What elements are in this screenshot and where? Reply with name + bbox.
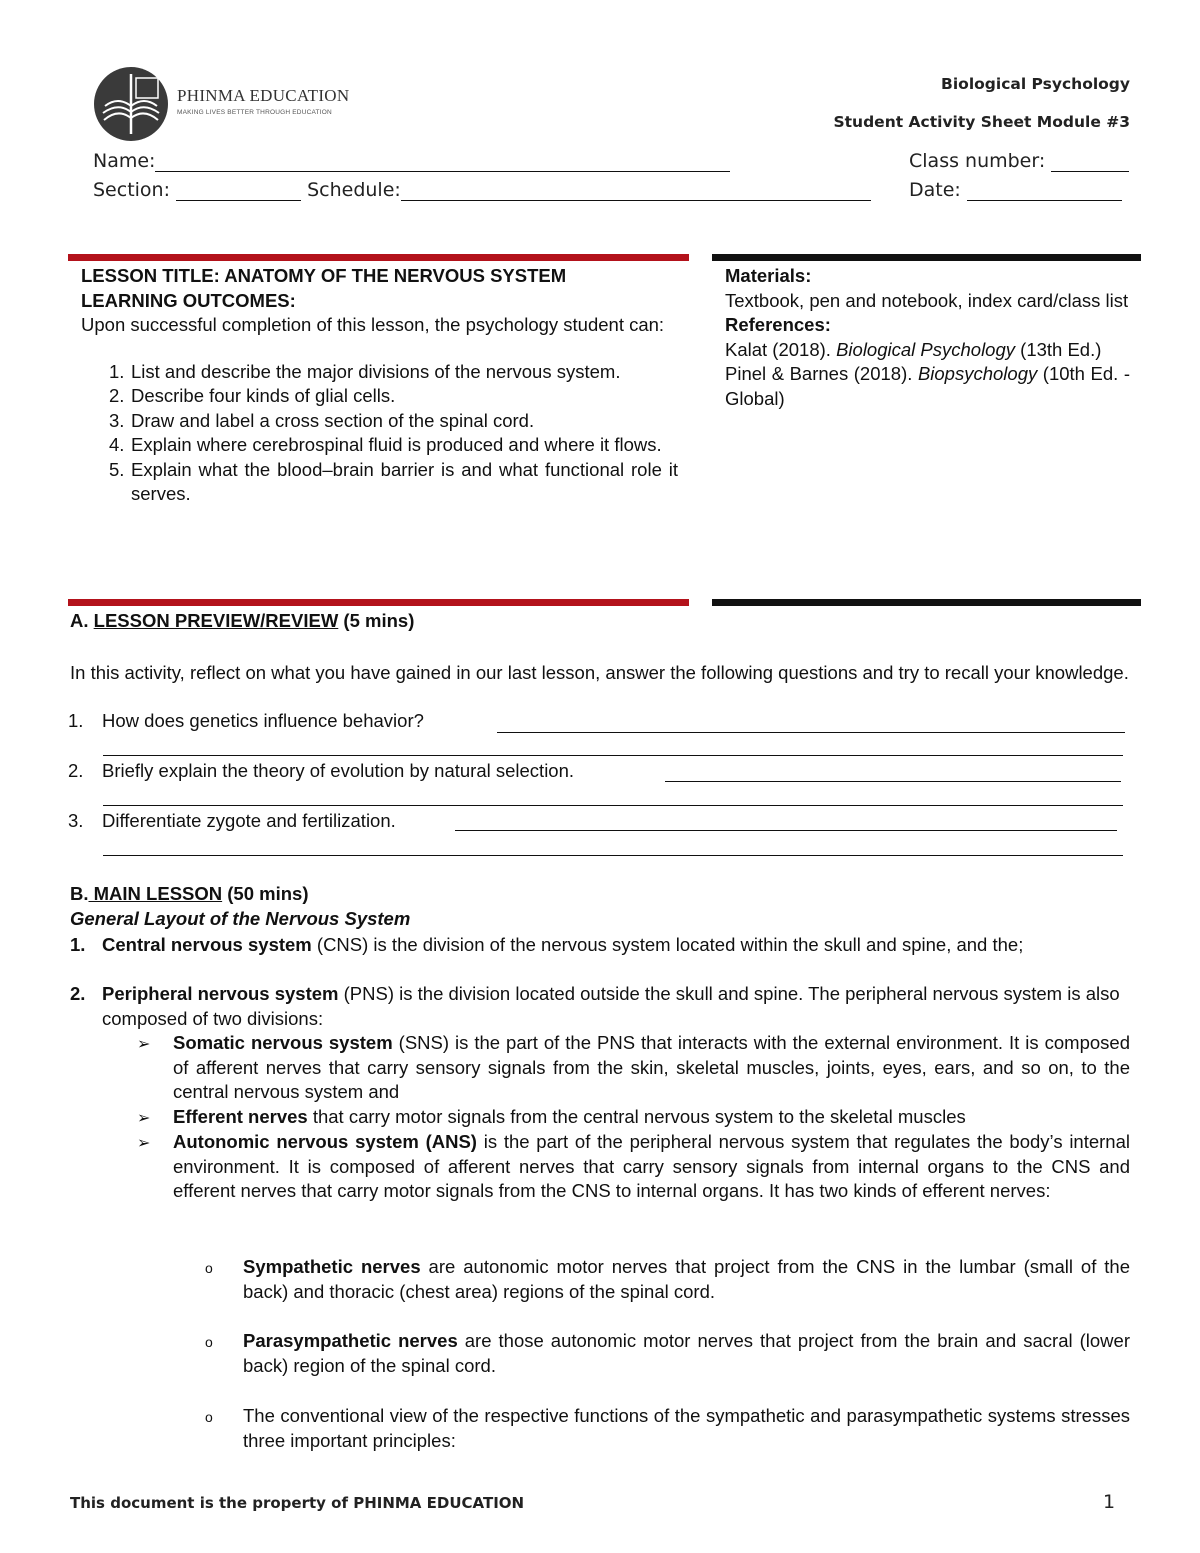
section-field[interactable] <box>93 179 871 201</box>
class-number-field[interactable] <box>909 150 1129 172</box>
class-number-line[interactable] <box>1051 153 1129 172</box>
section-line[interactable] <box>176 182 301 201</box>
name-label: Name: <box>93 150 156 172</box>
answer-line-1a[interactable] <box>497 732 1125 733</box>
answer-line-2a[interactable] <box>665 781 1121 782</box>
class-number-label: Class number: <box>909 150 1046 172</box>
sub-parasympathetic: Parasympathetic nerves are those autonomic motor nerves that project from the brain and sacral (lower back) region of the spinal cord. <box>243 1330 1130 1376</box>
arrow-bullet-icon: ➢ <box>137 1110 151 1127</box>
lesson-box <box>81 264 678 507</box>
lesson-title: LESSON TITLE: ANATOMY OF THE NERVOUS SYSTEM <box>81 265 567 286</box>
arrow-bullet-icon: ➢ <box>137 1135 151 1152</box>
section-b-heading: B. MAIN LESSON (50 mins) <box>70 883 309 904</box>
arrow-bullet-icon: ➢ <box>137 1036 151 1053</box>
bullet-efferent: Efferent nerves that carry motor signals from the central nervous system to the skeletal muscles <box>173 1106 966 1127</box>
date-line[interactable] <box>967 182 1122 201</box>
circle-bullet-icon: o <box>205 1334 213 1350</box>
answer-line-3a[interactable] <box>455 830 1117 831</box>
lesson-top-bar <box>68 254 689 261</box>
answer-line-2b[interactable] <box>103 805 1123 806</box>
logo <box>93 66 353 142</box>
sub-sympathetic: Sympathetic nerves are autonomic motor nerves that project from the CNS in the lumbar (small of the back) and thoracic (chest area) regions of the spinal cord. <box>243 1256 1130 1302</box>
outcomes-intro: Upon successful completion of this lesson, the psychology student can: <box>81 314 665 335</box>
outcomes-list <box>81 360 678 507</box>
materials-bottom-bar <box>712 599 1141 606</box>
outcome-item: 4. Explain where cerebrospinal fluid is produced and where it flows. <box>109 434 662 455</box>
materials-box <box>725 264 1130 411</box>
outcome-item: 3. Draw and label a cross section of the spinal cord. <box>109 409 535 431</box>
schedule-line[interactable] <box>401 182 871 201</box>
logo-tagline: MAKING LIVES BETTER THROUGH EDUCATION <box>177 109 332 116</box>
materials-text: Textbook, pen and notebook, index card/class list <box>725 289 1129 311</box>
logo-name: PHINMA EDUCATION <box>177 86 350 105</box>
materials-heading: Materials: <box>725 265 812 286</box>
outcome-item: 1. List and describe the major divisions of the nervous system. <box>109 360 621 382</box>
module-title: Student Activity Sheet Module #3 <box>833 113 1130 131</box>
materials-top-bar <box>712 254 1141 261</box>
outcome-item: 2. Describe four kinds of glial cells. <box>109 385 396 406</box>
section-a-intro: In this activity, reflect on what you have gained in our last lesson, answer the following questions and try to recall your knowledge. <box>70 662 1129 683</box>
outcomes-heading: LEARNING OUTCOMES: <box>81 289 296 311</box>
outcome-item: 5. Explain what the blood–brain barrier is and what functional role it serves. <box>109 458 678 504</box>
bullet-autonomic: Autonomic nervous system (ANS) is the part of the peripheral nervous system that regulates the body’s internal environment. It is composed of afferent nerves that carry sensory signals from internal organs to the CNS and efferent nerves that carry motor signals from the CNS to internal organs. It has two kinds of efferent nerves: <box>173 1131 1130 1201</box>
references-heading: References: <box>725 314 831 335</box>
circle-bullet-icon: o <box>205 1409 213 1425</box>
footer-text: This document is the property of PHINMA EDUCATION <box>70 1494 525 1512</box>
date-field[interactable] <box>909 179 1122 201</box>
name-field[interactable] <box>93 150 730 172</box>
section-label: Section: <box>93 179 170 201</box>
schedule-label: Schedule: <box>307 179 401 201</box>
reference-1: Kalat (2018). Biological Psychology (13th Ed.) <box>725 338 1102 360</box>
logo-emblem-icon <box>93 66 169 142</box>
bullet-somatic: Somatic nervous system (SNS) is the part of the PNS that interacts with the external environment. It is composed of afferent nerves that carry sensory signals from the skin, skeletal muscles, joints, eyes, ears, and so on, to the central nervous system and <box>173 1032 1131 1102</box>
reference-2: Pinel & Barnes (2018). Biopsychology (10th Ed. - Global) <box>725 363 1130 409</box>
name-line[interactable] <box>155 153 730 172</box>
date-label: Date: <box>909 179 961 201</box>
main-item-1: 1. Central nervous system (CNS) is the division of the nervous system located within the skull and spine, and the; <box>70 934 1024 955</box>
circle-bullet-icon: o <box>205 1260 213 1276</box>
answer-line-3b[interactable] <box>103 855 1123 856</box>
lesson-bottom-bar <box>68 599 689 606</box>
section-a-heading: A. LESSON PREVIEW/REVIEW (5 mins) <box>70 610 415 631</box>
section-b-subheading: General Layout of the Nervous System <box>70 908 411 929</box>
sub-conventional-view: The conventional view of the respective functions of the sympathetic and parasympathetic systems stresses three important principles: <box>243 1405 1130 1451</box>
course-title: Biological Psychology <box>941 75 1130 93</box>
answer-line-1b[interactable] <box>103 755 1123 756</box>
page-number: 1 <box>1103 1491 1116 1513</box>
main-item-2: 2. Peripheral nervous system (PNS) is the division located outside the skull and spine. The peripheral nervous system is also composed of two divisions: <box>70 983 1120 1029</box>
